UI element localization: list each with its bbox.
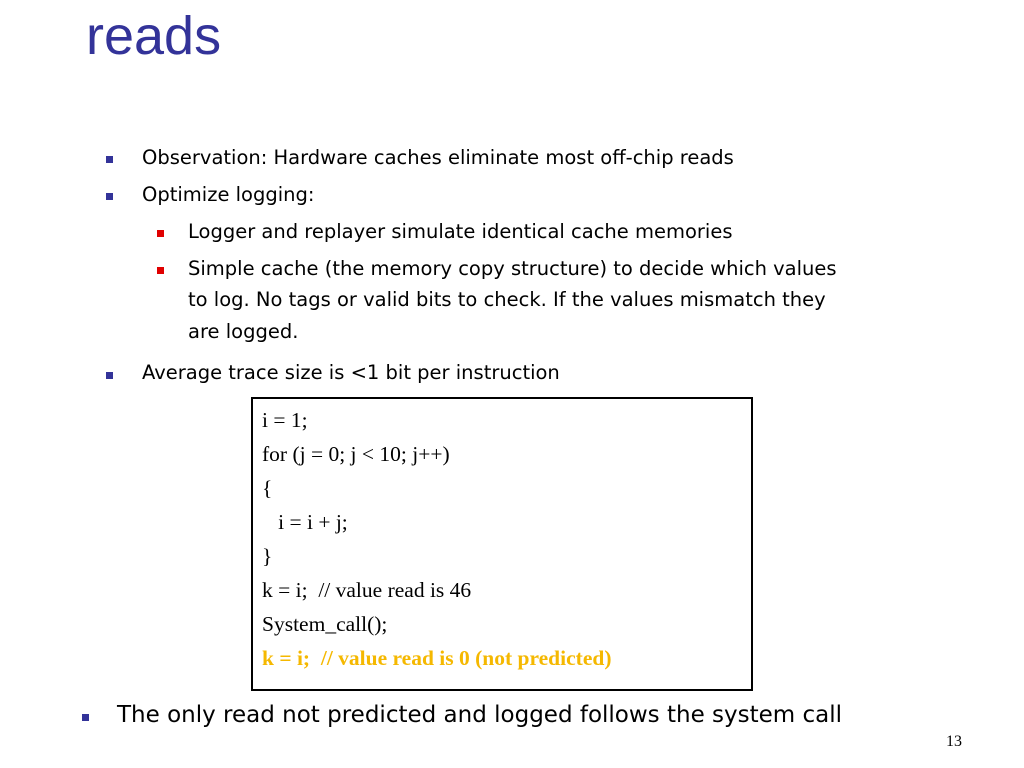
code-line: System_call();: [262, 612, 388, 636]
sub-bullet-simple-cache-line1: Simple cache (the memory copy structure) to decide which values: [188, 257, 837, 280]
code-line: k = i; // value read is 46: [262, 578, 472, 602]
sub-bullet-marker: [157, 267, 164, 274]
sub-bullet-marker: [157, 230, 164, 237]
code-line: i = 1;: [262, 408, 308, 432]
code-line: }: [262, 544, 273, 568]
code-line-highlighted: k = i; // value read is 0 (not predicted): [262, 646, 612, 670]
bullet-marker: [106, 372, 113, 379]
sub-bullet-simple-cache-line2: to log. No tags or valid bits to check. If the values mismatch they: [188, 288, 826, 311]
slide-title: reads: [86, 6, 222, 66]
bullet-average-trace: Average trace size is <1 bit per instruction: [142, 361, 560, 384]
sub-bullet-logger-replayer: Logger and replayer simulate identical cache memories: [188, 220, 733, 243]
bullet-marker: [106, 193, 113, 200]
code-box: [251, 397, 753, 691]
code-line: for (j = 0; j < 10; j++): [262, 442, 450, 466]
bullet-observation: Observation: Hardware caches eliminate most off-chip reads: [142, 146, 734, 169]
code-line: {: [262, 476, 273, 500]
page-number: 13: [946, 733, 962, 750]
bullet-marker: [82, 714, 89, 721]
bullet-optimize-logging: Optimize logging:: [142, 183, 315, 206]
code-line: i = i + j;: [262, 510, 348, 534]
bullet-marker: [106, 156, 113, 163]
bullet-final: The only read not predicted and logged follows the system call: [117, 702, 843, 728]
sub-bullet-simple-cache-line3: are logged.: [188, 320, 299, 343]
